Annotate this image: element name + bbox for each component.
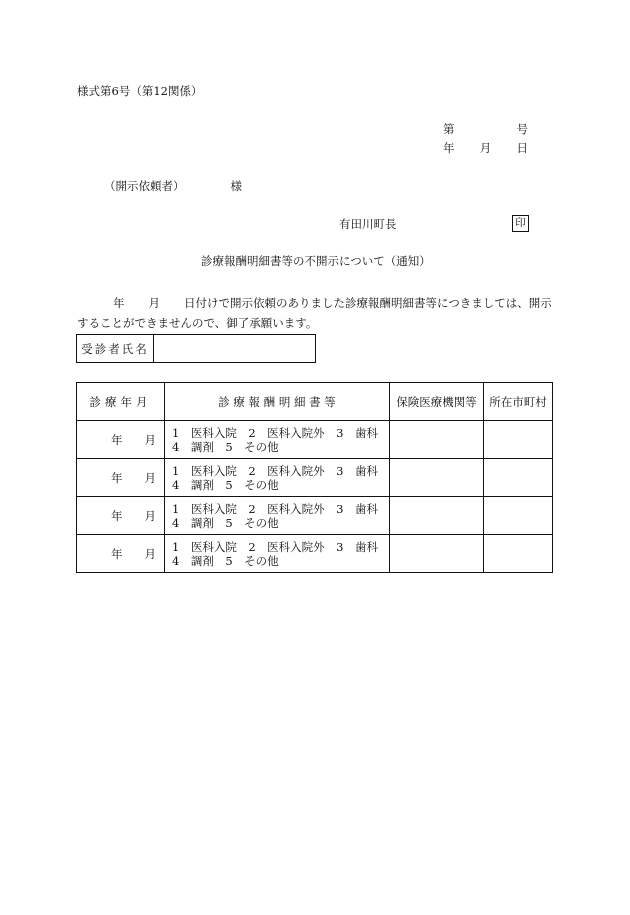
municipality-cell[interactable] <box>484 421 553 459</box>
patient-name-label: 受診者氏名 <box>77 335 154 363</box>
table-row <box>77 497 553 535</box>
patient-name-table <box>76 334 316 363</box>
body-year: 年 <box>113 296 125 310</box>
addressee <box>104 181 242 193</box>
header-institution: 保険医療機関等 <box>390 383 484 421</box>
municipality-cell[interactable] <box>484 535 553 573</box>
header-municipality: 所在市町村 <box>484 383 553 421</box>
date-day: 日 <box>516 141 528 155</box>
institution-cell[interactable] <box>390 421 484 459</box>
treatment-month-cell: 年 月 <box>77 421 165 459</box>
addressee-honorific: 様 <box>230 179 242 193</box>
form-number-label: 様式第6号（第12関係） <box>77 84 203 98</box>
table-row <box>77 459 553 497</box>
issuer-name: 有田川町長 <box>339 217 397 231</box>
institution-cell[interactable] <box>390 497 484 535</box>
statement-type-cell: 1 医科入院 2 医科入院外 3 歯科 4 調剤 5 その他 <box>165 459 390 497</box>
table-row <box>77 535 553 573</box>
municipality-cell[interactable] <box>484 497 553 535</box>
institution-cell[interactable] <box>390 535 484 573</box>
treatment-month-cell: 年 月 <box>77 459 165 497</box>
document-date <box>443 143 528 155</box>
addressee-label: （開示依頼者） <box>104 179 185 193</box>
document-title: 診療報酬明細書等の不開示について（通知） <box>201 254 431 268</box>
document-number <box>443 124 528 136</box>
treatment-month-cell: 年 月 <box>77 535 165 573</box>
date-year: 年 <box>443 141 455 155</box>
seal-mark: 印 <box>512 215 529 232</box>
institution-cell[interactable] <box>390 459 484 497</box>
treatment-month-cell: 年 月 <box>77 497 165 535</box>
body-paragraph <box>77 293 559 333</box>
number-prefix: 第 <box>443 122 455 136</box>
statement-type-cell: 1 医科入院 2 医科入院外 3 歯科 4 調剤 5 その他 <box>165 535 390 573</box>
header-statement: 診 療 報 酬 明 細 書 等 <box>165 383 390 421</box>
body-text: 日付けで開示依頼のありました診療報酬明細書等につきましては、開示することができませんので、御了承願います。 <box>77 296 552 330</box>
statement-type-cell: 1 医科入院 2 医科入院外 3 歯科 4 調剤 5 その他 <box>165 421 390 459</box>
body-month: 月 <box>148 296 160 310</box>
table-row <box>77 421 553 459</box>
header-treatment-month: 診療年月 <box>77 383 165 421</box>
patient-name-field[interactable] <box>154 335 316 363</box>
statement-table <box>76 382 553 573</box>
table-header-row <box>77 383 553 421</box>
number-suffix: 号 <box>516 122 528 136</box>
municipality-cell[interactable] <box>484 459 553 497</box>
statement-type-cell: 1 医科入院 2 医科入院外 3 歯科 4 調剤 5 その他 <box>165 497 390 535</box>
date-month: 月 <box>479 141 492 155</box>
